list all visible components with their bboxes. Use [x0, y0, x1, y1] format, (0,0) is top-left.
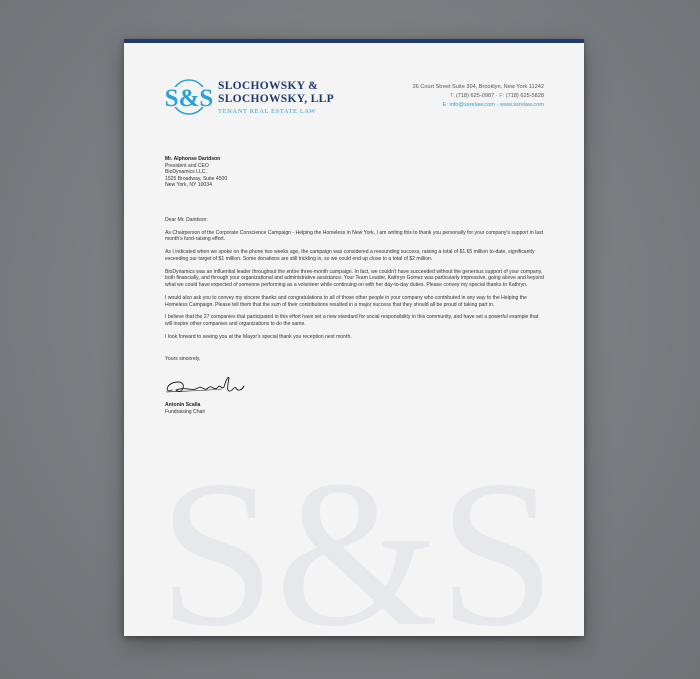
- recipient-address: [165, 156, 545, 189]
- svg-text:S&S: S&S: [158, 438, 556, 670]
- letter-paragraph: I believe that the 27 companies that participated in this effort have set a new standard for social responsibility in this community, and have set a powerful example that will inspire other companies and organizations to do the same.: [165, 314, 539, 327]
- firm-tagline: TENANT REAL ESTATE LAW: [218, 108, 316, 115]
- letter-body: [165, 156, 545, 415]
- phone-number: (718) 625-0987: [455, 93, 495, 99]
- handwritten-signature: [162, 370, 252, 400]
- letter-paragraph: As Chairperson of the Corporate Conscience Campaign - Helping the Homeless in New York, I am writing this to thank you personally for your company's support in last month's fund-raising effort.: [165, 229, 544, 243]
- letter-paragraph: As I indicated when we spoke on the phone two weeks ago, the campaign was considered a resounding success, raising a total of $1.65 million to-date, significantly exceeding our target of $1 million. Some donations are still trickling in, so we could end up close to a total of $2 million.: [165, 249, 535, 262]
- salutation: Dear Mr. Daridson:: [165, 216, 208, 223]
- letter-paragraph: BioDynamics was an influential leader throughout the entire three-month campaign. In fact, we couldn't have succeeded without the generous support of your company, both financially, and through your organizational and administrative assistance. Your Team Leader, Kathryn Gomez was particularly impressive, going above and beyond what we could have expected of someone performing as a volunteer while continuing on with her day-to-day duties. Please convey my special thanks to Kathryn.: [165, 268, 544, 289]
- contact-block: [413, 83, 544, 110]
- recipient-title: President and CEO: [165, 162, 209, 169]
- firm-logo: [164, 77, 214, 117]
- recipient-city: New York, NY 10034: [165, 182, 212, 189]
- signer-title: Fundraising Chair: [165, 408, 206, 415]
- firm-name-block: [218, 80, 334, 115]
- signer-name: Antonin Scalia: [165, 402, 201, 409]
- recipient-company: BioDynamics LLC.: [165, 169, 207, 176]
- top-accent-bar: [124, 39, 584, 43]
- firm-name-line1: SLOCHOWSKY &: [218, 80, 318, 92]
- fax-number: (718) 625-5828: [505, 93, 544, 99]
- email-web-line: E: info@ssrelaw.com · www.ssrelaw.com: [442, 102, 544, 108]
- phone-fax-line: T: (718) 625-0987 · F: (718) 625-5828: [450, 93, 544, 99]
- fax-label: F:: [499, 93, 505, 99]
- email-link[interactable]: info@ssrelaw.com: [449, 102, 495, 108]
- closing: Yours sincerely,: [165, 356, 201, 363]
- letter-paragraph: I look forward to seeing you at the Mayor's special thank you reception next month.: [165, 333, 352, 340]
- letterhead-paper: [124, 39, 584, 670]
- phone-label: T:: [450, 93, 455, 99]
- firm-name-line2: SLOCHOWSKY, LLP: [218, 93, 334, 105]
- signer-block: [165, 402, 545, 415]
- email-label: E:: [442, 102, 448, 108]
- svg-text:S&S: S&S: [164, 85, 214, 112]
- letter-paragraph: I would also ask you to convey my sincere thanks and congratulations to all of those other people in your company who contributed in any way to the Helping the Homeless Campaign. Please tell them that the sum of their contributions resulted in a major success that they should all be proud of taking part in.: [165, 294, 527, 308]
- recipient-street: 1525 Broadway, Suite 4500: [165, 175, 228, 182]
- firm-address: 26 Court Street Suite 304, Brooklyn, New York 11242: [412, 84, 544, 90]
- website-link[interactable]: www.ssrelaw.com: [499, 102, 544, 108]
- monogram-watermark: [158, 434, 556, 670]
- recipient-name: Mr. Alphonse Daridson: [165, 156, 221, 162]
